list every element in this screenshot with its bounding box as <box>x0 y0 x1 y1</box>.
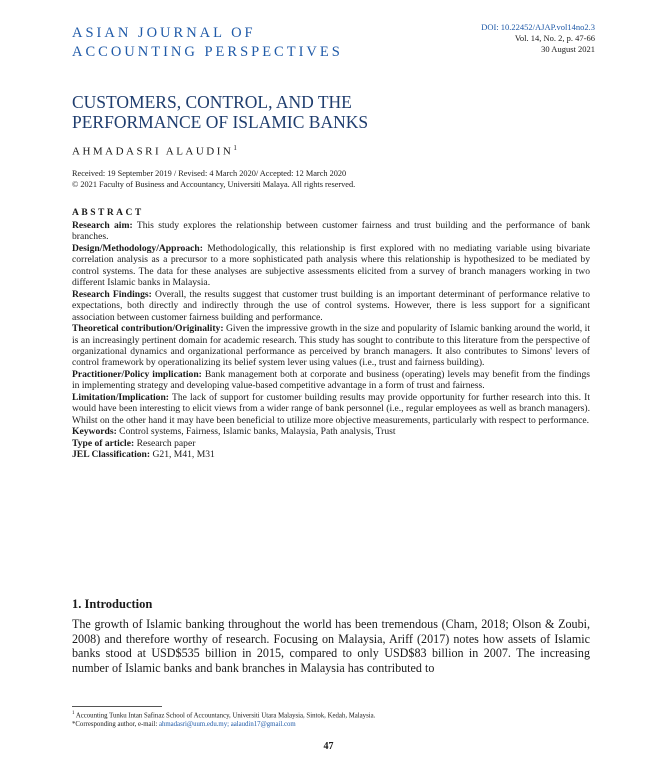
introduction-paragraph: The growth of Islamic banking throughout the world has been tremendous (Cham, 2018; Olson & Zoubi, 2008) and therefore worthy of research. Focusing on Malaysia, Ariff (2017) notes how assets of Islamic banks stood at USD$535 billion in 2015, compared to only USD$83 billion in 2007. The increasing number of Islamic banks and bank branches in Malaysia has contributed to <box>72 617 590 676</box>
page-number: 47 <box>323 741 334 752</box>
abstract-keywords <box>72 426 590 437</box>
article-title-line1: CUSTOMERS, CONTROL, AND THE <box>72 92 352 112</box>
author-name: AHMADASRI ALAUDIN <box>72 145 234 158</box>
footnote-affiliation <box>72 709 602 720</box>
article-meta <box>481 22 595 55</box>
abstract-theoretical <box>72 323 590 369</box>
footnote-marker: 1 <box>72 711 75 716</box>
article-title-line2: PERFORMANCE OF ISLAMIC BANKS <box>72 112 369 132</box>
findings-text: Overall, the results suggest that customer trust building is an important determinant of performance relative to expectations, both directly and indirectly through the use of control systems. However, there is less support for a significant association between customer fairness building and performance. <box>72 288 590 323</box>
submission-dates: Received: 19 September 2019 / Revised: 4 March 2020/ Accepted: 12 March 2020 <box>72 169 347 178</box>
article-history <box>72 168 355 190</box>
keywords-text: Control systems, Fairness, Islamic banks, Malaysia, Path analysis, Trust <box>116 426 396 438</box>
author-line <box>72 144 237 158</box>
research-aim-label: Research aim: <box>72 220 133 231</box>
copyright-notice: © 2021 Faculty of Business and Accountancy, Universiti Malaya. All rights reserved. <box>72 180 356 189</box>
doi-link[interactable]: DOI: 10.22452/AJAP.vol14no2.3 <box>481 22 595 32</box>
jel-label: JEL Classification: <box>72 449 151 461</box>
abstract-limitation <box>72 392 590 426</box>
abstract-article-type <box>72 438 590 449</box>
journal-name-line1: ASIAN JOURNAL OF <box>72 25 256 41</box>
design-text: Methodologically, this relationship is first explored with no mediating variable using bivariate correlation analysis as a precursor to a more sophisticated path analysis where this relationship is hypothesized to be mediated by control systems. The data for these analyses are subjective assessments elicited from a survey of branch managers working in two different Islamic banks in Malaysia. <box>72 242 590 289</box>
abstract-findings <box>72 289 590 323</box>
practitioner-label: Practitioner/Policy implication: <box>72 368 202 380</box>
limitation-text: The lack of support for customer building results may provide opportunity for further research into this. It would have been interesting to elicit views from a wider range of bank personnel (i.e., regular employees as well as branch managers). Whilst on the other hand it may have been beneficial to utilize more objective measurements, particularly with respect to performance. <box>72 391 590 426</box>
abstract-design <box>72 243 590 289</box>
abstract-jel <box>72 449 590 460</box>
article-title <box>72 92 552 132</box>
section-heading-introduction: 1. Introduction <box>72 597 153 611</box>
abstract-heading: ABSTRACT <box>72 208 144 218</box>
abstract-body <box>72 220 590 461</box>
journal-name-line2: ACCOUNTING PERSPECTIVES <box>72 44 343 60</box>
publication-date: 30 August 2021 <box>541 44 595 54</box>
keywords-label: Keywords: <box>72 426 117 438</box>
volume-info: Vol. 14, No. 2, p. 47-66 <box>514 33 595 43</box>
research-aim-text: This study explores the relationship between customer fairness and trust building and the performance of bank branches. <box>72 220 590 243</box>
corresponding-label: *Corresponding author, e-mail: <box>72 721 159 729</box>
jel-text: G21, M41, M31 <box>150 449 215 461</box>
journal-name <box>72 24 343 62</box>
footnote-divider <box>72 706 162 707</box>
abstract-practitioner <box>72 369 590 392</box>
footnotes <box>72 709 602 729</box>
author-emails[interactable]: ahmadasri@uum.edu.my; aalaudin17@gmail.com <box>158 721 296 729</box>
footnote-corresponding <box>72 720 602 729</box>
affiliation-text: Accounting Tunku Intan Safinaz School of Accountancy, Universiti Utara Malaysia, Sintok, Kedah, Malaysia. <box>74 712 376 720</box>
theoretical-label: Theoretical contribution/Originality: <box>72 323 224 335</box>
author-footnote-marker: 1 <box>233 144 237 152</box>
practitioner-text: Bank management both at corporate and business (operating) levels may benefit from the findings in implementing strategy and developing value-based competitive advantage in a form of trust and fairness. <box>72 368 590 392</box>
article-type-text: Research paper <box>134 437 196 449</box>
theoretical-text: Given the impressive growth in the size and popularity of Islamic banking around the world, it is an increasingly pertinent domain for academic research. This study has sought to contribute to this literature from the perspective of organizational dynamics and organizational performance as perceived by branch managers. It also contributes to Simons' levers of control framework by operationalizing its belief system lever using values (i.e., trust and fairness building). <box>72 323 591 369</box>
abstract-research-aim <box>72 220 590 243</box>
design-label: Design/Methodology/Approach: <box>72 242 203 254</box>
limitation-label: Limitation/Implication: <box>72 391 170 403</box>
findings-label: Research Findings: <box>72 288 152 300</box>
article-type-label: Type of article: <box>72 437 135 449</box>
